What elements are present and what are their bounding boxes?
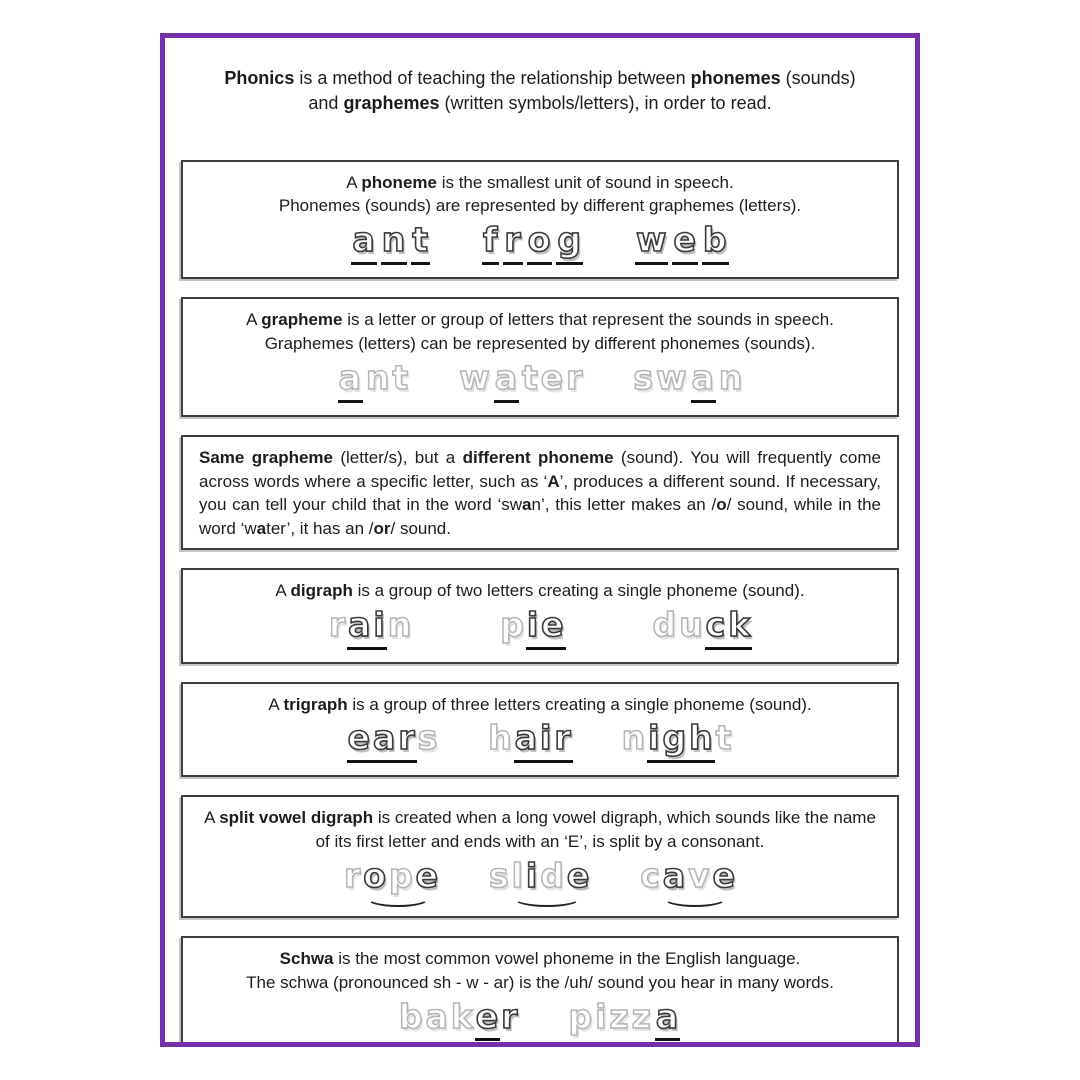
- bold-term: phonemes: [690, 68, 781, 88]
- bubble-letter: c: [640, 855, 661, 895]
- text-segment: is created when a long vowel digraph, which sounds like the name of its first letter and ends with an ‘E’, is split by a consonant.: [315, 808, 876, 852]
- bubble-letter: r: [501, 996, 519, 1036]
- bubble-letter: i: [526, 604, 540, 644]
- section-trigraph-examples: [199, 719, 881, 768]
- bubble-letter: e: [672, 221, 697, 265]
- bubble-letter: n: [387, 604, 413, 644]
- split-digraph-arc: [663, 889, 728, 907]
- bubble-letter: a: [348, 604, 372, 644]
- bubble-letter: i: [540, 718, 553, 758]
- bold-term: phoneme: [361, 172, 437, 192]
- bubble-letter: r: [343, 855, 362, 895]
- section-digraph-box: [181, 568, 899, 664]
- bold-term: digraph: [290, 580, 353, 600]
- section-grapheme-box: [181, 297, 899, 417]
- example-word-pizza: [567, 998, 682, 1042]
- section-same-grapheme-text: [199, 446, 881, 541]
- bubble-letter: w: [656, 357, 688, 397]
- bubble-letter: s: [633, 357, 655, 397]
- section-schwa-text: [199, 971, 881, 995]
- section-grapheme-text: [199, 332, 881, 356]
- bubble-letter: n: [718, 357, 744, 397]
- text-segment: The schwa (pronounced sh - w - ar) is the /uh/ sound you hear in many words.: [246, 972, 834, 992]
- bubble-letter: a: [338, 359, 363, 403]
- section-split-vowel-digraph-text: [199, 806, 881, 854]
- text-segment: (written symbols/letters), in order to read.: [439, 92, 772, 113]
- bubble-letter: p: [568, 996, 594, 1036]
- text-segment: / sound.: [390, 519, 451, 539]
- text-segment: (letter/s), but a: [332, 447, 463, 467]
- section-schwa-text: [199, 947, 881, 971]
- section-split-vowel-digraph-box: [181, 795, 899, 918]
- bold-term: A: [547, 471, 560, 491]
- bubble-letter: r: [328, 604, 347, 644]
- example-word-ant: [336, 359, 411, 403]
- section-schwa-box: [181, 936, 899, 1047]
- section-schwa-examples: [199, 998, 881, 1047]
- bubble-letter: a: [494, 359, 519, 403]
- text-segment: A: [275, 580, 291, 600]
- example-word-baker: [398, 998, 520, 1042]
- text-segment: Graphemes (letters) can be represented by different phonemes (sounds).: [264, 333, 816, 353]
- bubble-letter: w: [635, 221, 669, 265]
- text-segment: is a group of two letters creating a single phoneme (sound).: [352, 580, 805, 600]
- bubble-letter: z: [609, 996, 630, 1036]
- bold-term: split vowel digraph: [219, 808, 374, 828]
- bubble-letter: e: [566, 855, 591, 895]
- bubble-letter: v: [688, 855, 711, 895]
- text-segment: A: [268, 694, 284, 714]
- bubble-letter: f: [482, 221, 499, 265]
- bubble-letter: o: [363, 855, 387, 895]
- worksheet-frame: [160, 33, 920, 1047]
- example-word-frog: [480, 221, 585, 265]
- bubble-letter: e: [415, 855, 439, 895]
- example-word-swan: [632, 359, 744, 403]
- bubble-letter: k: [450, 996, 474, 1036]
- bubble-letter: s: [488, 855, 510, 895]
- bubble-letter: i: [525, 855, 539, 895]
- bold-term: or: [373, 519, 391, 539]
- example-word-hair: [487, 719, 572, 763]
- section-trigraph-text: [199, 693, 881, 717]
- bubble-letter: h: [488, 718, 513, 758]
- grapheme-underline-group: [514, 719, 573, 763]
- text-segment: is the most common vowel phoneme in the English language.: [333, 948, 801, 968]
- text-segment: ter’, it has an /: [266, 519, 374, 539]
- bold-term: o: [716, 495, 727, 515]
- bubble-letter: a: [655, 998, 680, 1042]
- bubble-letter: n: [381, 221, 408, 265]
- bubble-letter: i: [373, 604, 386, 644]
- grapheme-underline-group: [347, 606, 387, 650]
- grapheme-underline-group: [647, 719, 714, 763]
- bubble-letter: b: [702, 221, 729, 265]
- text-segment: is a group of three letters creating a single phoneme (sound).: [347, 694, 812, 714]
- bubble-letter: t: [411, 221, 430, 265]
- section-split-vowel-digraph-examples: [199, 857, 881, 909]
- bubble-letter: g: [556, 221, 583, 265]
- bubble-letter: r: [554, 718, 572, 758]
- section-grapheme-text: [199, 308, 881, 332]
- bold-term: Same grapheme: [199, 447, 333, 467]
- bubble-letter: k: [728, 604, 752, 644]
- text-segment: is the smallest unit of sound in speech.: [436, 172, 734, 192]
- intro-text: [211, 66, 869, 116]
- section-same-grapheme-box: [181, 435, 899, 550]
- bubble-letter: s: [417, 718, 439, 758]
- bold-term: trigraph: [283, 694, 348, 714]
- section-phoneme-box: [181, 160, 899, 280]
- split-digraph-arc: [366, 889, 430, 907]
- bubble-letter: i: [648, 718, 661, 758]
- bubble-letter: o: [527, 221, 553, 265]
- bold-term: grapheme: [261, 310, 343, 330]
- example-word-water: [458, 359, 584, 403]
- bubble-letter: a: [373, 718, 397, 758]
- text-segment: A: [346, 172, 362, 192]
- bubble-letter: p: [500, 604, 525, 644]
- bubble-letter: l: [511, 855, 524, 895]
- section-trigraph-box: [181, 682, 899, 778]
- bold-term: Phonics: [224, 68, 295, 88]
- bubble-letter: e: [540, 357, 565, 397]
- text-segment: is a letter or group of letters that represent the sounds in speech.: [342, 310, 834, 330]
- bubble-letter: z: [631, 996, 652, 1036]
- example-word-pie: [499, 606, 565, 650]
- bubble-letter: t: [521, 357, 539, 397]
- section-digraph-examples: [199, 606, 881, 655]
- bubble-letter: a: [662, 855, 687, 895]
- text-segment: / sound, while in the word ‘w: [199, 495, 881, 539]
- bold-term: Schwa: [279, 948, 334, 968]
- example-word-cave: [639, 857, 737, 895]
- section-phoneme-text: [199, 171, 881, 195]
- bubble-letter: d: [652, 604, 678, 644]
- text-segment: ’, produces a different sound. If necessary, you can tell your child that in the word ‘sw: [199, 471, 881, 515]
- text-segment: n’, this letter makes an /: [531, 495, 717, 515]
- bubble-letter: e: [712, 855, 736, 895]
- section-phoneme-examples: [199, 221, 881, 270]
- bubble-letter: u: [679, 604, 704, 644]
- text-segment: A: [246, 310, 262, 330]
- bubble-letter: w: [459, 357, 491, 397]
- text-segment: is a method of teaching the relationship between: [294, 68, 691, 88]
- bubble-letter: c: [705, 604, 727, 644]
- bold-term: graphemes: [343, 92, 440, 113]
- example-word-rain: [328, 606, 413, 650]
- bubble-letter: a: [514, 718, 539, 758]
- bubble-letter: t: [715, 718, 733, 758]
- text-segment: Phonemes (sounds) are represented by different graphemes (letters).: [278, 196, 802, 216]
- bold-term: a: [522, 495, 532, 515]
- bubble-letter: d: [540, 855, 565, 895]
- example-word-duck: [652, 606, 753, 650]
- bubble-letter: p: [388, 855, 414, 895]
- example-word-night: [621, 719, 734, 763]
- bubble-letter: r: [398, 718, 416, 758]
- bubble-letter: r: [566, 357, 584, 397]
- text-segment: A: [204, 808, 220, 828]
- grapheme-underline-group: [526, 606, 566, 650]
- grapheme-underline-group: [347, 719, 417, 763]
- example-word-rope: [343, 857, 440, 895]
- bubble-letter: b: [398, 996, 424, 1036]
- section-grapheme-examples: [199, 359, 881, 408]
- example-word-ears: [347, 719, 440, 763]
- section-digraph-text: [199, 579, 881, 603]
- bubble-letter: n: [621, 718, 647, 758]
- bubble-letter: i: [595, 996, 608, 1036]
- sections-container: [165, 160, 915, 1047]
- bubble-letter: e: [347, 718, 372, 758]
- example-word-slide: [488, 857, 591, 895]
- section-phoneme-text: [199, 194, 881, 218]
- grapheme-underline-group: [705, 606, 753, 650]
- example-word-web: [633, 221, 731, 265]
- example-word-ant: [349, 221, 432, 265]
- bold-term: a: [256, 519, 267, 539]
- bubble-letter: e: [541, 604, 565, 644]
- text-segment: (sounds) and: [308, 68, 856, 113]
- split-digraph-arc: [513, 889, 581, 907]
- bubble-letter: n: [365, 357, 391, 397]
- bubble-letter: h: [689, 718, 714, 758]
- text-segment: (sound). You will frequently come across words where a specific letter, such as ‘: [199, 447, 881, 491]
- bubble-letter: r: [503, 221, 522, 265]
- bubble-letter: t: [392, 357, 410, 397]
- bubble-letter: a: [691, 359, 716, 403]
- bubble-letter: a: [351, 221, 376, 265]
- grapheme-underline-group: [475, 998, 500, 1042]
- bubble-letter: g: [662, 718, 688, 758]
- bubble-letter: e: [475, 996, 500, 1036]
- bold-term: different phoneme: [462, 447, 614, 467]
- bubble-letter: a: [425, 996, 449, 1036]
